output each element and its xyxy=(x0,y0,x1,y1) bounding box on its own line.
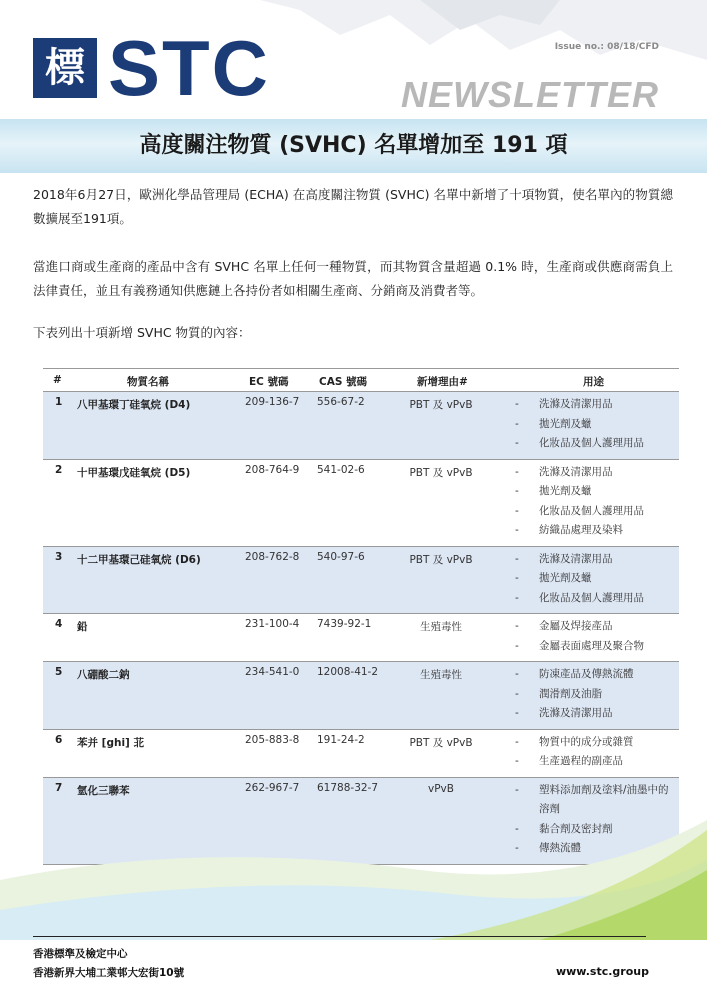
bullet-dash: - xyxy=(515,687,519,700)
use-item xyxy=(513,521,679,541)
bullet-dash: - xyxy=(515,437,519,449)
ec-number: 208-764-9 xyxy=(245,463,300,476)
ec-number: 262-967-7 xyxy=(245,781,300,794)
use-text: 生產過程的副產品 xyxy=(539,755,623,767)
use-item xyxy=(513,752,679,772)
cas-number: 191-24-2 xyxy=(317,733,365,746)
uses-list xyxy=(513,463,679,541)
substance-name: 十甲基環戊硅氧烷 (D5) xyxy=(77,466,191,479)
bullet-dash: - xyxy=(515,755,519,767)
use-item xyxy=(513,704,679,724)
bullet-dash: - xyxy=(515,842,519,854)
use-item xyxy=(513,395,679,415)
bullet-dash: - xyxy=(515,783,519,796)
footer-address: 香港新界大埔工業邨大宏街10號 xyxy=(33,967,185,979)
use-text: 洗滌及清潔用品 xyxy=(539,707,613,719)
addition-reason: vPvB xyxy=(428,782,454,795)
row-number: 7 xyxy=(55,781,63,794)
use-text: 洗滌及清潔用品 xyxy=(539,465,613,478)
use-text: 洗滌及清潔用品 xyxy=(539,398,613,410)
use-text: 金屬及焊接產品 xyxy=(539,620,613,632)
use-item xyxy=(513,434,679,454)
bullet-dash: - xyxy=(515,504,519,517)
issue-number: Issue no.: 08/18/CFD xyxy=(554,42,659,52)
use-text: 金屬表面處理及聚合物 xyxy=(539,639,644,652)
bullet-dash: - xyxy=(515,398,519,410)
use-text: 拋光劑及蠟 xyxy=(539,572,592,584)
ec-number: 205-883-8 xyxy=(245,733,300,746)
ec-number: 208-762-8 xyxy=(245,550,300,563)
table-row xyxy=(43,662,679,730)
bullet-dash: - xyxy=(515,465,519,478)
stc-logo-text: STC xyxy=(108,24,270,112)
use-text: 化妝品及個人護理用品 xyxy=(539,591,644,604)
table-body xyxy=(43,392,679,865)
use-text: 洗滌及清潔用品 xyxy=(539,552,613,565)
use-item xyxy=(513,665,679,685)
use-item xyxy=(513,415,679,435)
use-text: 拋光劑及蠟 xyxy=(539,485,592,497)
use-text: 紡織品處理及染料 xyxy=(539,524,623,536)
addition-reason: PBT 及 vPvB xyxy=(409,736,473,749)
use-text: 物質中的成分或雜質 xyxy=(539,735,634,748)
addition-reason: PBT 及 vPvB xyxy=(409,553,473,566)
row-number: 6 xyxy=(55,733,63,746)
row-number: 2 xyxy=(55,463,63,476)
table-row xyxy=(43,392,679,460)
table-header-row xyxy=(43,368,679,392)
bullet-dash: - xyxy=(515,572,519,584)
uses-list xyxy=(513,395,679,454)
header-uses: 用途 xyxy=(583,376,604,388)
bullet-dash: - xyxy=(515,668,519,680)
uses-list xyxy=(513,665,679,724)
uses-list xyxy=(513,617,679,656)
cas-number: 61788-32-7 xyxy=(317,781,379,794)
uses-list xyxy=(513,733,679,772)
row-number: 5 xyxy=(55,666,63,678)
obligation-paragraph: 當進口商或生產商的產品中含有 SVHC 名單上任何一種物質，而其物質含量超過 0.1% 時，生產商或供應商需負上法律責任，並且有義務通知供應鏈上各持份者如相關生產商、分銷商及消費者等。 xyxy=(33,259,673,298)
use-item xyxy=(513,550,679,570)
intro-paragraph: 2018年6月27日，歐洲化學品管理局 (ECHA) 在高度關注物質 (SVHC) 名單中新增了十項物質，使名單內的物質總數擴展至191項。 xyxy=(33,187,673,226)
table-row xyxy=(43,460,679,547)
uses-list xyxy=(513,550,679,609)
bullet-dash: - xyxy=(515,552,519,565)
use-text: 塑料添加劑及塗料/油墨中的溶劑 xyxy=(539,783,669,815)
use-item xyxy=(513,569,679,589)
use-text: 化妝品及個人護理用品 xyxy=(539,437,644,449)
addition-reason: 生殖毒性 xyxy=(420,669,462,681)
use-text: 潤滑劑及油脂 xyxy=(539,687,602,700)
page-title: 高度關注物質 (SVHC) 名單增加至 191 項 xyxy=(0,119,707,173)
addition-reason: PBT 及 vPvB xyxy=(409,466,473,479)
ec-number: 231-100-4 xyxy=(245,618,300,630)
header-num: # xyxy=(53,374,62,386)
header-reason: 新增理由# xyxy=(417,376,468,388)
table-row xyxy=(43,547,679,615)
row-number: 3 xyxy=(55,550,63,563)
substance-name: 八甲基環丁硅氧烷 (D4) xyxy=(77,399,191,411)
substance-name: 鉛 xyxy=(77,621,88,633)
substance-name: 十二甲基環己硅氧烷 (D6) xyxy=(77,553,201,566)
use-text: 化妝品及個人護理用品 xyxy=(539,504,644,517)
bullet-dash: - xyxy=(515,639,519,652)
ec-number: 234-541-0 xyxy=(245,666,300,678)
footer-website-link[interactable]: www.stc.group xyxy=(555,965,649,978)
use-item xyxy=(513,589,679,609)
bullet-dash: - xyxy=(515,707,519,719)
use-text: 傳熱流體 xyxy=(539,842,581,854)
use-item xyxy=(513,733,679,753)
bullet-dash: - xyxy=(515,822,519,835)
bullet-dash: - xyxy=(515,485,519,497)
use-text: 拋光劑及蠟 xyxy=(539,417,592,430)
cas-number: 556-67-2 xyxy=(317,396,365,408)
bullet-dash: - xyxy=(515,735,519,748)
substance-name: 氫化三聯苯 xyxy=(77,784,130,797)
use-item xyxy=(513,482,679,502)
use-item xyxy=(513,617,679,637)
footer-divider xyxy=(33,936,646,937)
cas-number: 541-02-6 xyxy=(317,463,365,476)
ec-number: 209-136-7 xyxy=(245,396,300,408)
use-item xyxy=(513,502,679,522)
decorative-swoosh-graphic xyxy=(0,800,707,940)
substance-name: 八硼酸二鈉 xyxy=(77,669,130,681)
bullet-dash: - xyxy=(515,417,519,430)
newsletter-label: NEWSLETTER xyxy=(401,74,659,115)
stc-logo-mark: 標 xyxy=(33,38,97,98)
addition-reason: PBT 及 vPvB xyxy=(409,399,473,411)
use-item xyxy=(513,463,679,483)
use-item xyxy=(513,685,679,705)
footer-org: 香港標準及檢定中心 xyxy=(33,948,128,960)
header-name: 物質名稱 xyxy=(127,376,169,388)
use-item xyxy=(513,637,679,657)
header-ec: EC 號碼 xyxy=(249,376,289,388)
cas-number: 540-97-6 xyxy=(317,550,365,563)
header-cas: CAS 號碼 xyxy=(319,376,368,388)
cas-number: 12008-41-2 xyxy=(317,666,379,678)
use-text: 黏合劑及密封劑 xyxy=(539,822,613,835)
table-row xyxy=(43,730,679,778)
addition-reason: 生殖毒性 xyxy=(420,621,462,633)
row-number: 4 xyxy=(55,618,63,630)
cas-number: 7439-92-1 xyxy=(317,618,372,630)
bullet-dash: - xyxy=(515,591,519,604)
svhc-table xyxy=(43,368,679,865)
use-text: 防凍產品及傳熱流體 xyxy=(539,668,634,680)
table-intro-paragraph: 下表列出十項新增 SVHC 物質的內容： xyxy=(33,325,251,340)
table-row xyxy=(43,614,679,662)
row-number: 1 xyxy=(55,396,63,408)
bullet-dash: - xyxy=(515,524,519,536)
substance-name: 苯并 [ghi] 苝 xyxy=(77,736,144,749)
bullet-dash: - xyxy=(515,620,519,632)
